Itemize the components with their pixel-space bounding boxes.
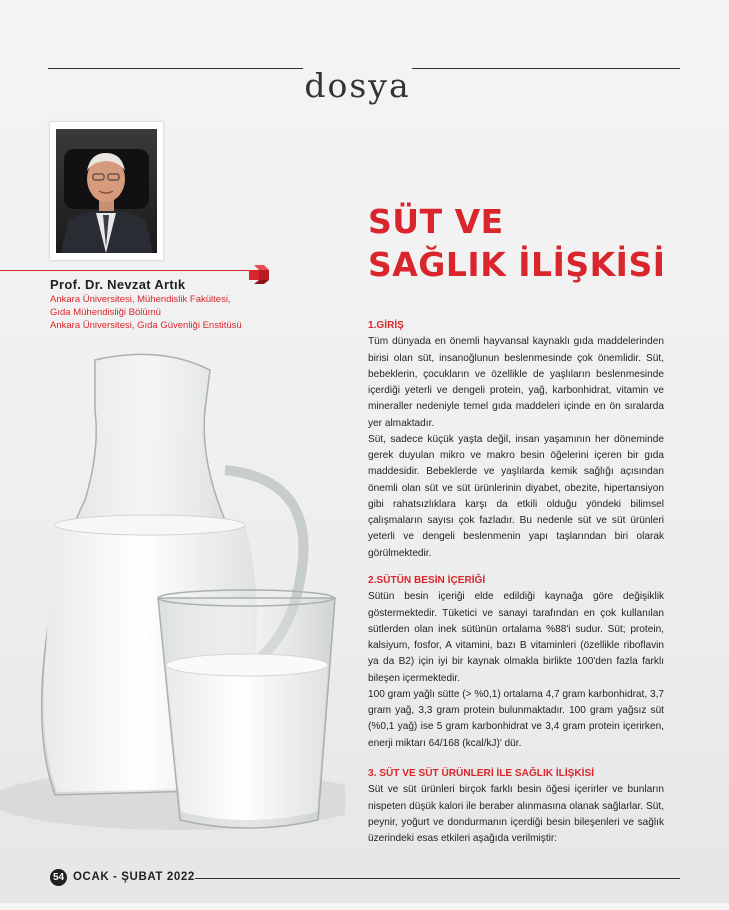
header-rule-right	[412, 68, 680, 69]
section-heading: 2.SÜTÜN BESİN İÇERİĞİ	[368, 575, 486, 586]
section-heading: 3. SÜT VE SÜT ÜRÜNLERİ İLE SAĞLIK İLİŞKİSİ	[368, 768, 595, 779]
section-giris	[368, 318, 664, 562]
paragraph: 100 gram yağlı sütte (> %0,1) ortalama 4,7 gram karbonhidrat, 3,7 gram yağ, 3,3 gram protein bulunmaktadır. 100 gram yağsız süt (%0,1 yağ) ise 5 gram karbonhidrat ve 3,4 gram protein içerirken, enerji miktarı 64/168 (kcal/kJ)' dür.	[368, 688, 664, 749]
author-affiliation: Gıda Mühendisliği Bölümü	[50, 307, 161, 318]
author-affiliation: Ankara Üniversitesi, Gıda Güvenliği Enstitüsü	[50, 320, 242, 331]
author-portrait	[50, 122, 163, 260]
header-rule-left	[48, 68, 303, 69]
paragraph: Sütün besin içeriği elde edildiği kaynağa göre değişiklik göstermektedir. Tüketici ve sanayi tarafından en çok kullanılan sütlerden olan inek sütünün ortalama %88'i sudur. Süt; protein, kalsiyum, fosfor, A vitamini, bazı B vitaminleri (özellikle riboflavin ya da B2) için iyi bir kaynak olmakla birlikte 100'den fazla farklı bileşen içermektedir.	[368, 591, 664, 684]
article-title	[368, 200, 666, 286]
author-affiliation: Ankara Üniversitesi, Mühendislik Fakültesi,	[50, 294, 231, 305]
section-besin-icerigi	[368, 573, 664, 752]
paragraph: Süt ve süt ürünleri birçok farklı besin öğesi içerirler ve bunların nispeten düşük kalori ile beraber alınmasına olanak sağlarlar. Süt, peynir, yoğurt ve dondurmanın içerdiği besin bileşenleri ve sağlık üzerindeki esas etkileri aşağıda verilmiştir:	[368, 784, 664, 844]
issue-date: OCAK - ŞUBAT 2022	[73, 871, 195, 883]
paragraph: Tüm dünyada en önemli hayvansal kaynaklı gıda maddelerinden birisi olan süt, insanoğlunun beslenmesinde çok önemlidir. Süt, bebeklerin, çocukların ve özellikle de yaşlıların beslenmesinde içerdiği yeterli ve dengeli protein, yağ, karbonhidrat, vitamin ve mineraller nedeniyle temel gıda maddeleri içinde en ön sıralarda yer almaktadır.	[368, 336, 664, 429]
paragraph: Süt, sadece küçük yaşta değil, insan yaşamının her döneminde gerek duyulan mikro ve makro besin öğelerini içeren bir gıda maddesidir. Bebeklerde ve yaşlılarda kemik sağlığı açısından önemli olan süt ve süt ürünlerinin diyabet, obezite, hipertansiyon gibi rahatsızlıklara karşı da etkili olduğu yöndeki bilimsel çalışmaların sayısı çok fazladır. Bu nedenle süt ve süt ürünleri yeterli ve dengeli beslenmenin yapı taşlarından biri olarak görülmektedir.	[368, 433, 664, 559]
article-title-line: SAĞLIK İLİŞKİSİ	[368, 245, 666, 284]
page-number: 54	[50, 869, 67, 886]
cube-logo-icon	[244, 263, 274, 285]
author-divider	[0, 270, 258, 271]
milk-jug-and-glass-image	[0, 350, 345, 910]
footer-rule	[195, 878, 680, 879]
section-heading: 1.GİRİŞ	[368, 320, 404, 331]
author-name: Prof. Dr. Nevzat Artık	[50, 277, 186, 292]
section-saglik-iliskisi	[368, 766, 664, 847]
article-title-line: SÜT VE	[368, 202, 504, 241]
section-title: dosya	[304, 66, 411, 106]
portrait-image	[56, 129, 157, 253]
